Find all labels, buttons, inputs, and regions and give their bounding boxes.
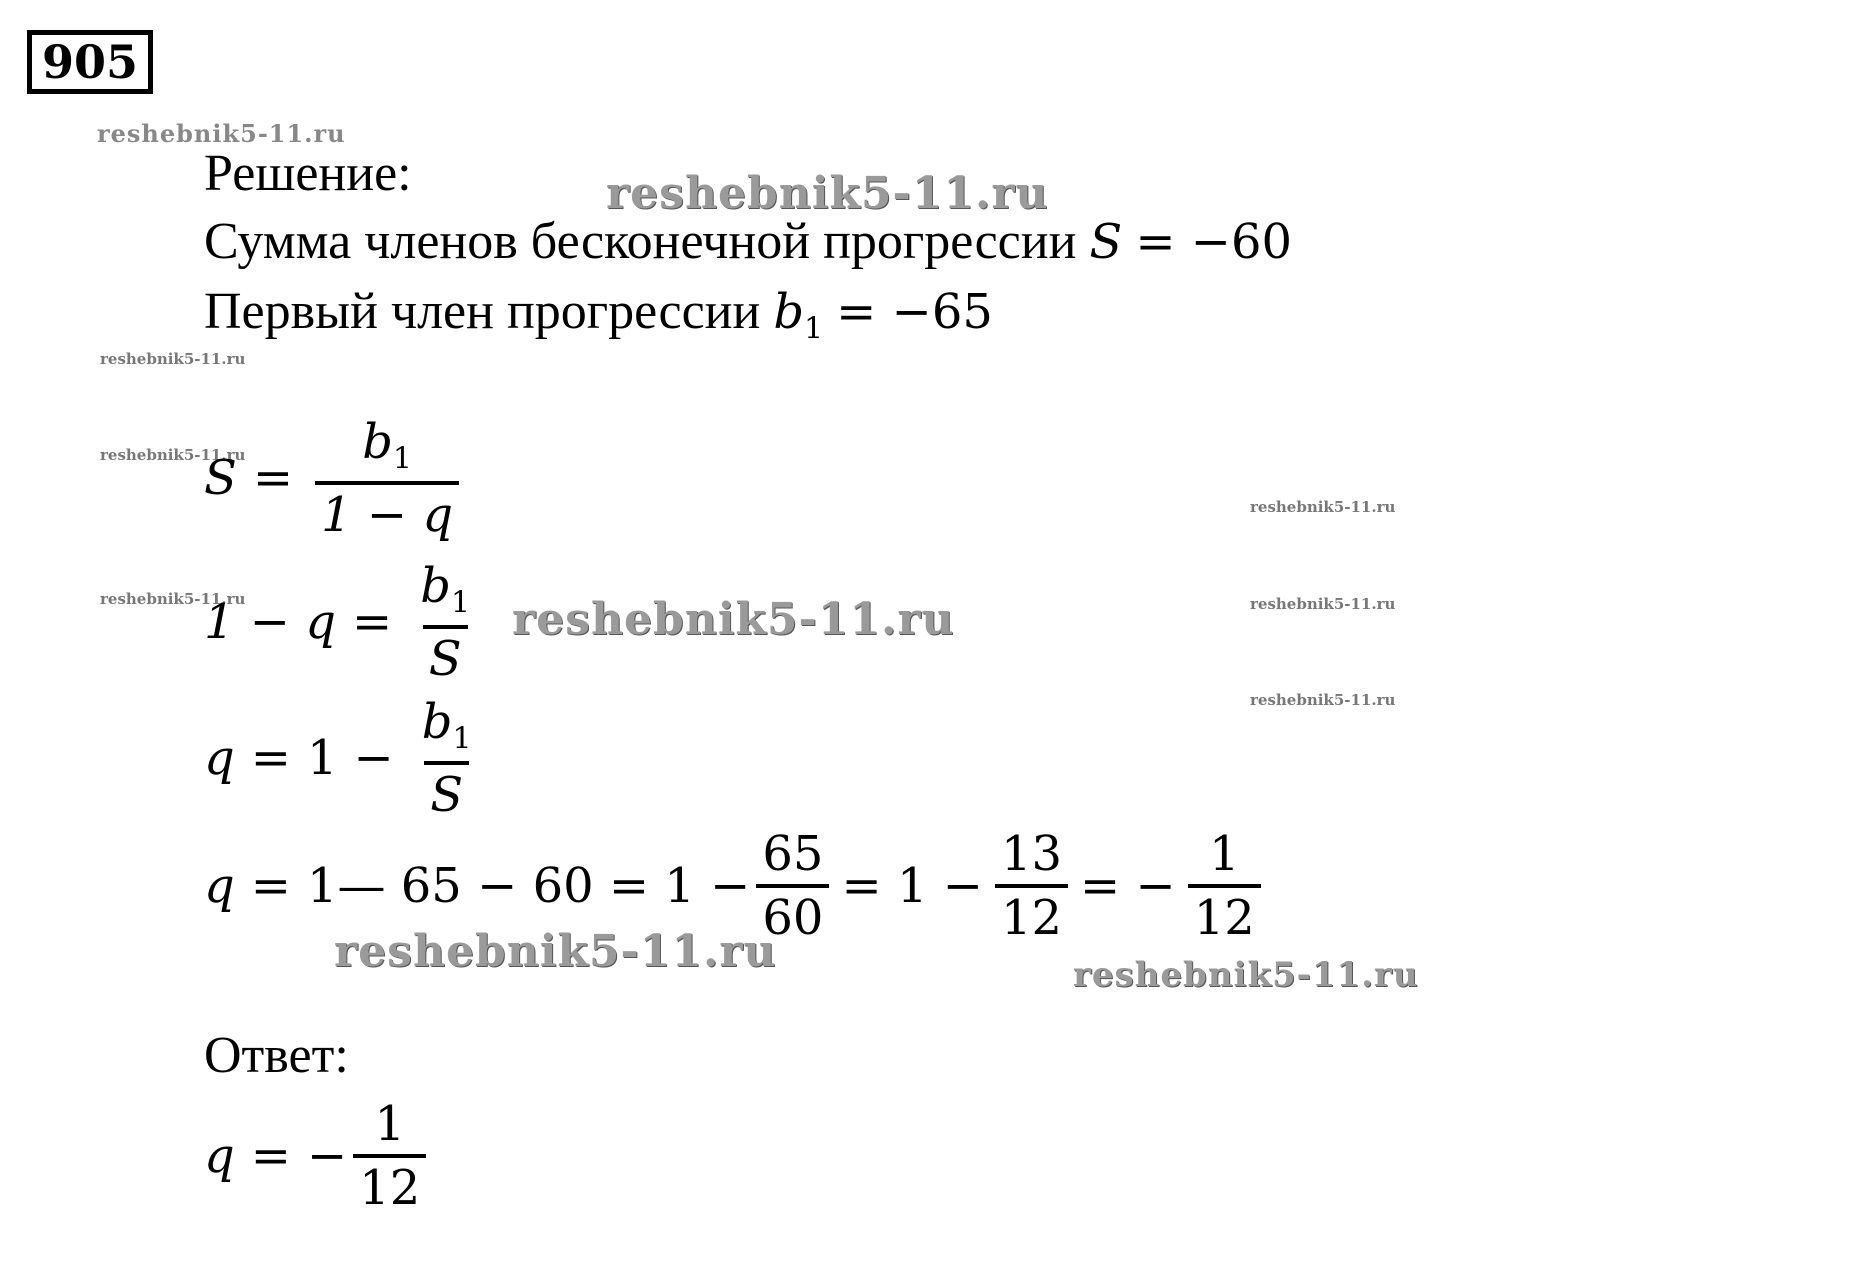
fraction-denominator: S <box>423 625 468 683</box>
fraction <box>416 694 478 823</box>
fraction-denominator: 12 <box>353 1154 426 1212</box>
step-lhs: 1 − q <box>204 594 336 651</box>
fraction-numerator: 1 <box>374 1096 405 1152</box>
b-var: b <box>362 414 393 470</box>
fraction-numerator: 13 <box>1000 826 1063 882</box>
answer <box>204 1096 432 1216</box>
minus-sign: − <box>306 1128 348 1184</box>
formula-lhs: S <box>204 450 237 507</box>
fraction <box>353 1096 426 1216</box>
step-three <box>204 694 484 823</box>
fraction-numerator: 1 <box>1209 826 1240 882</box>
fraction <box>995 826 1068 946</box>
watermark: reshebnik5-11.ru <box>334 926 777 977</box>
b-var: b <box>421 694 453 750</box>
one: 1 <box>306 730 338 787</box>
answer-label: Ответ: <box>204 1027 349 1084</box>
first-symbol <box>773 284 824 347</box>
expression: = 1 − <box>841 858 983 914</box>
watermark: reshebnik5-11.ru <box>100 590 246 608</box>
fraction-denominator: 1 − q <box>315 481 459 539</box>
step-lhs: q <box>204 730 235 787</box>
watermark: reshebnik5-11.ru <box>1073 955 1419 995</box>
step-lhs: q <box>204 858 235 914</box>
fraction <box>756 826 829 946</box>
watermark: reshebnik5-11.ru <box>606 168 1049 219</box>
fraction-numerator <box>414 558 476 625</box>
given-first-line <box>204 283 993 347</box>
sum-symbol: S <box>1089 214 1123 270</box>
first-value: = −65 <box>836 284 993 340</box>
watermark: reshebnik5-11.ru <box>1250 595 1396 613</box>
fraction <box>1188 826 1261 946</box>
b-var: b <box>773 284 805 340</box>
b-sub: 1 <box>392 441 413 477</box>
minus-sign: − <box>353 730 394 787</box>
equals-sign: = <box>250 1128 291 1184</box>
step-two <box>204 558 482 687</box>
given-sum-text: Сумма членов бесконечной прогрессии <box>204 213 1077 270</box>
watermark: reshebnik5-11.ru <box>100 350 246 368</box>
b-sub: 1 <box>450 585 471 621</box>
step-four <box>204 826 1267 946</box>
watermark: reshebnik5-11.ru <box>100 446 246 464</box>
problem-number: 905 <box>27 30 153 94</box>
expression: 1— 65 − 60 = 1 − <box>306 858 751 914</box>
fraction-numerator <box>356 414 418 481</box>
fraction-denominator: S <box>424 761 469 819</box>
fraction-denominator: 60 <box>756 884 829 942</box>
sum-value: = −60 <box>1135 214 1293 270</box>
watermark: reshebnik5-11.ru <box>97 119 346 148</box>
equals-sign: = <box>250 858 291 914</box>
fraction <box>315 414 459 543</box>
solution-label: Решение: <box>204 145 412 202</box>
watermark: reshebnik5-11.ru <box>1250 498 1396 516</box>
watermark: reshebnik5-11.ru <box>1250 691 1396 709</box>
fraction <box>414 558 476 687</box>
fraction-denominator: 12 <box>1188 884 1261 942</box>
b-sub: 1 <box>452 721 472 757</box>
equals-sign: = <box>252 450 294 507</box>
given-sum-line <box>204 213 1293 270</box>
fraction-numerator: 65 <box>762 826 824 882</box>
expression: = − <box>1080 858 1176 914</box>
b-var: b <box>420 558 451 614</box>
given-first-text: Первый член прогрессии <box>204 283 761 340</box>
equals-sign: = <box>352 594 393 651</box>
fraction-numerator <box>416 694 478 761</box>
answer-lhs: q <box>204 1128 235 1184</box>
watermark: reshebnik5-11.ru <box>512 594 955 645</box>
formula-sum <box>204 414 465 543</box>
b-sub: 1 <box>804 311 824 347</box>
fraction-denominator: 12 <box>995 884 1068 942</box>
equals-sign: = <box>250 730 291 787</box>
